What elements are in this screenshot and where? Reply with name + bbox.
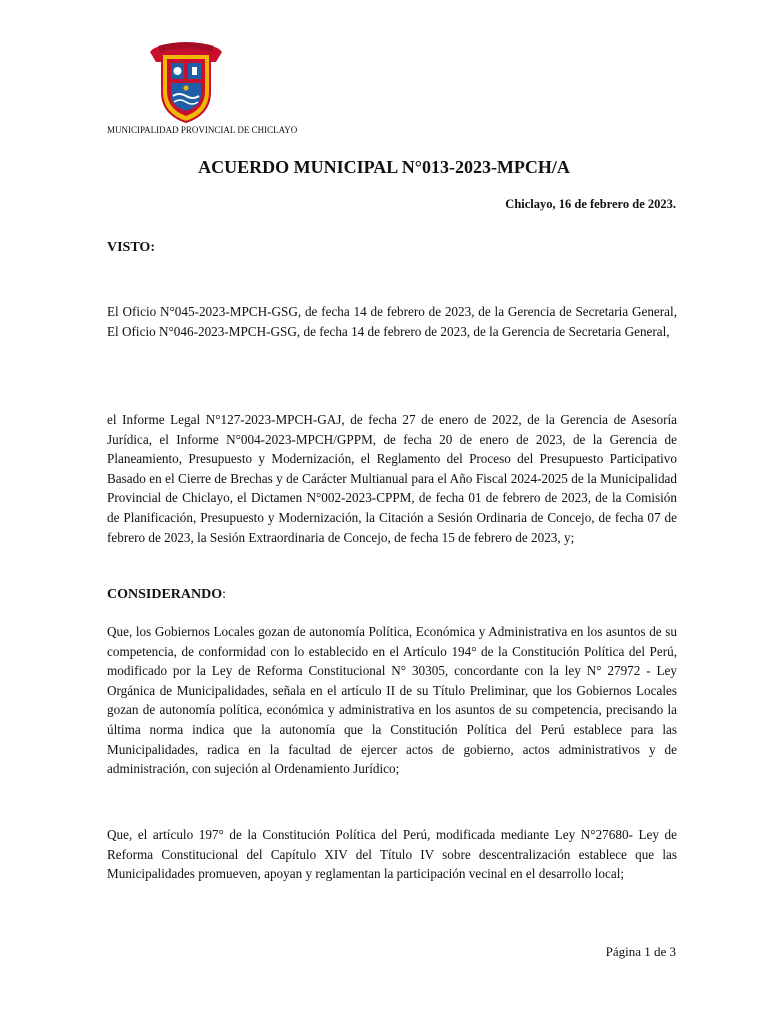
document-title: ACUERDO MUNICIPAL N°013-2023-MPCH/A xyxy=(198,157,570,177)
municipal-crest-icon xyxy=(148,40,224,124)
considerando-paragraph-1: Que, los Gobiernos Locales gozan de autonomía Política, Económica y Administrativa en los asuntos de su competencia, de conformidad con lo establecido en el Artículo 194° de la Constitución Política del Perú, modificado por la Ley de Reforma Constitucional N° 30305, concordante con la ley N° 27972 - Ley Orgánica de Municipalidades, señala en el artículo II de su Título Preliminar, que los Gobiernos Locales gozan de autonomía política, económica y administrativa en los asuntos de su competencia, precisando la última norma indica que la autonomía que la Constitución Política del Perú establece para las Municipalidades, radica en la facultad de ejercer actos de gobierno, actos administrativos y de administración, con sujeción al Ordenamiento Jurídico; xyxy=(107,624,677,777)
page-number: Página 1 de 3 xyxy=(605,944,676,959)
institution-name: MUNICIPALIDAD PROVINCIAL DE CHICLAYO xyxy=(107,125,298,135)
place-date: Chiclayo, 16 de febrero de 2023. xyxy=(505,197,676,211)
considerando-paragraph-2: Que, el artículo 197° de la Constitución Política del Perú, modificada mediante Ley N°27680- Ley de Reforma Constitucional del Capítulo XIV del Título IV sobre descentralización establece que las Municipalidades promueven, apoyan y reglamentan la participación vecinal en el desarrollo local; xyxy=(107,827,677,882)
visto-paragraph-2: el Informe Legal N°127-2023-MPCH-GAJ, de fecha 27 de enero de 2022, de la Gerencia de Asesoría Jurídica, el Informe N°004-2023-MPCH/GPPM, de fecha 20 de enero de 2023, de la Gerencia de Planeamiento, Presupuesto y Modernización, el Reglamento del Proceso del Presupuesto Participativo Basado en el Cierre de Brechas y de Carácter Multianual para el Año Fiscal 2024-2025 de la Municipalidad Provincial de Chiclayo, el Dictamen N°002-2023-CPPM, de fecha 01 de febrero de 2023, de la Comisión de Planificación, Presupuesto y Modernización, la Citación a Sesión Ordinaria de Concejo, de fecha 07 de febrero de 2023, la Sesión Extraordinaria de Concejo, de fecha 15 de febrero de 2023, y; xyxy=(107,412,677,545)
considerando-heading-text: CONSIDERANDO xyxy=(107,587,223,602)
considerando-heading-colon: : xyxy=(222,587,227,602)
visto-paragraph-1: El Oficio N°045-2023-MPCH-GSG, de fecha 14 de febrero de 2023, de la Gerencia de Secretaria General, El Oficio N°046-2023-MPCH-GSG, de fecha 14 de febrero de 2023, de la Gerencia de Secretaria General, xyxy=(107,304,677,339)
considerando-heading xyxy=(107,587,226,603)
visto-heading: VISTO: xyxy=(107,240,155,255)
